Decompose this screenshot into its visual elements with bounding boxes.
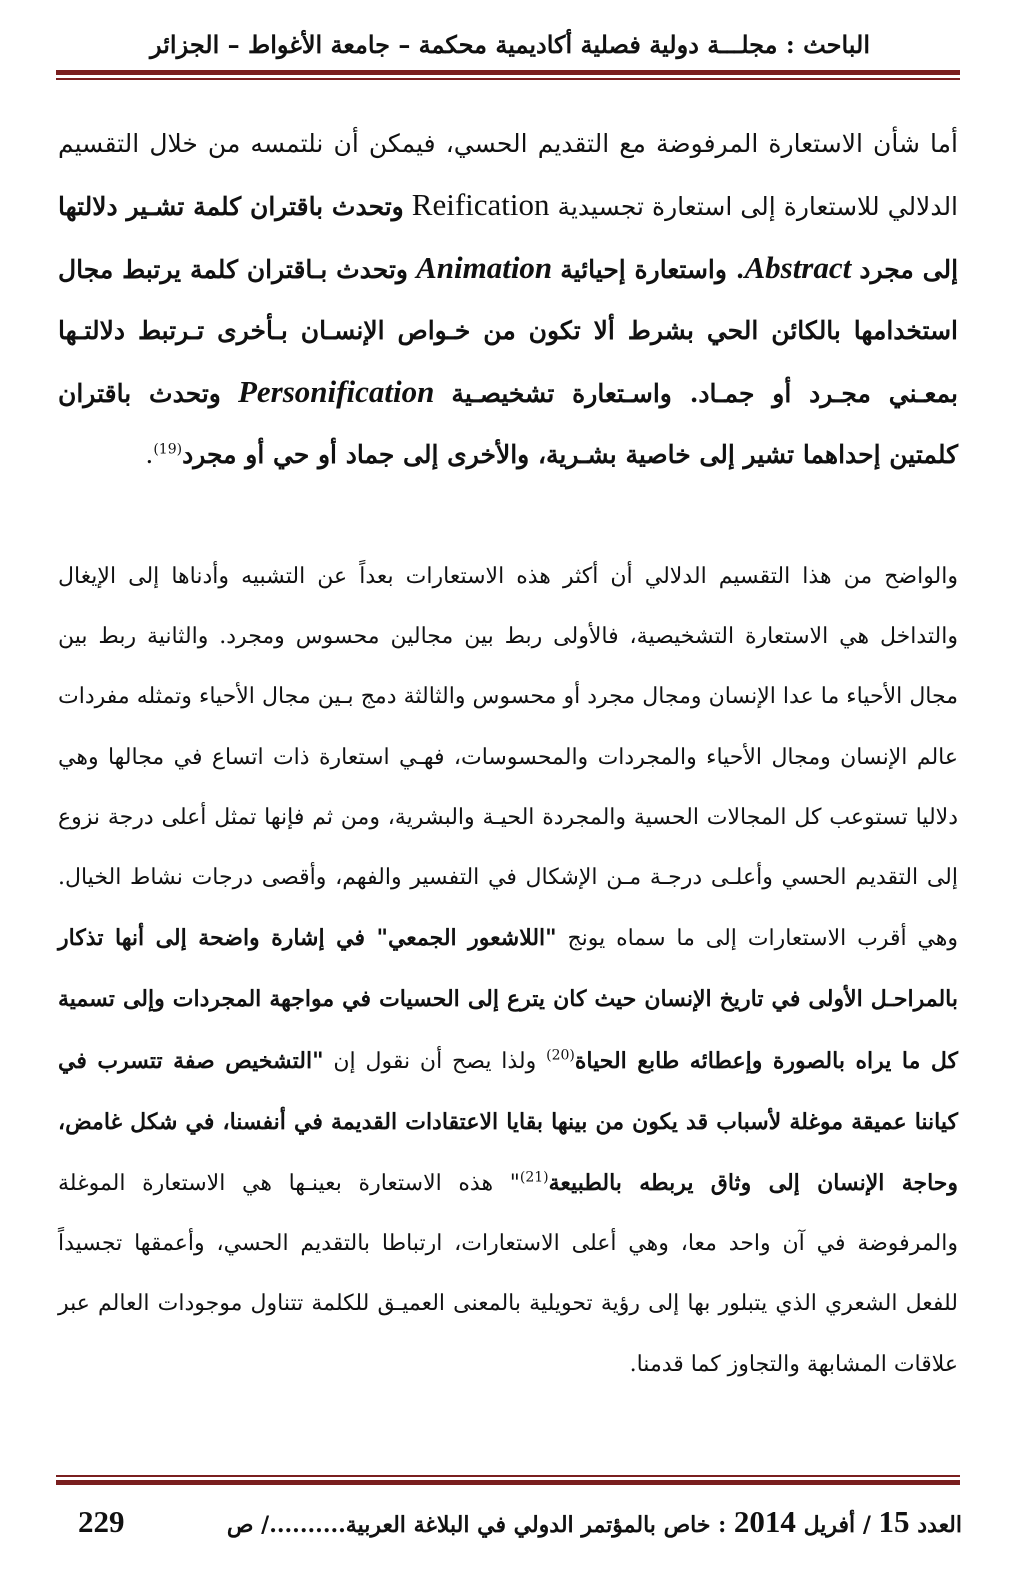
conference-note: : خاص بالمؤتمر الدولي في البلاغة العربية........../ ص: [226, 1512, 727, 1538]
issue-number: 15: [878, 1504, 910, 1539]
footer-divider-thick: [56, 1480, 960, 1485]
paragraph-personification: [58, 547, 958, 1395]
p1-text-2: وتحدث باقتران كلمة تشـير دلالتها إلى مجرد: [58, 192, 959, 284]
footnote-ref-19: (19): [153, 441, 183, 458]
p2-quote-personification: "التشخيص صفة تتسرب في كياننا عميقة موغلة لأسباب قد يكون من بينها بقايا الاعتقادات القديمة في أنفسنا، في شكل غامض، وحاجة الإنسان إلى وثاق يربطه بالطبيعة: [58, 1047, 959, 1197]
p2-quote-jung: "اللاشعور الجمعي" في إشارة واضحة إلى أنها تذكار بالمراحـل الأولى في تاريخ الإنسان حيث كان يترع إلى الحسيات في مواجهة المجردات وإلى تسمية كل ما يراه بالصورة وإعطائه طابع الحياة: [58, 925, 958, 1074]
footer-divider-thin: [56, 1475, 960, 1477]
footnote-ref-20: (20): [546, 1047, 575, 1064]
issue-year: 2014: [733, 1504, 796, 1539]
page-number: 229: [78, 1504, 125, 1539]
footer-slash: /: [862, 1512, 871, 1538]
p2-text-1: والواضح من هذا التقسيم الدلالي أن أكثر هذه الاستعارات بعداً عن التشبيه وأدناها إلى الإيغال والتداخل هي الاستعارة التشخيصية، فالأولى ربط بين مجالين محسوس ومجرد. والثانية ربط بين مجال الأحياء ما عدا الإنسان ومجال مجرد أو محسوس والثالثة دمج بـين مجال الأحياء وتمثله مفردات عالم الإنسان ومجال الأحياء والمجردات والمحسوسات، فهـي استعارة ذات اتساع في مجالها وهي دلاليا تستوعب كل المجالات الحسية والمجردة الحيـة والبشرية، ومن ثم فإنها تمثل أعلى درجة نزوع إلى التقديم الحسي وأعلـى درجـة مـن الإشكال في التفسير والفهم، وأقصى درجات نشاط الخيال. وهي أقرب الاستعارات إلى ما سماه يونج: [58, 564, 958, 952]
page-footer: [58, 1496, 962, 1551]
p1-text-4: وتحدث بـاقتران كلمة يرتبط مجال استخدامها بالكائن الحي بشرط ألا تكون من خـواص الإنسـان بـأخرى تـرتبط دلالتـها بمعـني مجـرد أو جمـاد. واسـتعارة تشخيصـية: [58, 255, 958, 408]
p1-end: .: [145, 440, 154, 469]
issue-label: العدد: [917, 1512, 962, 1538]
paragraph-metaphor-types: [58, 113, 958, 485]
p1-text-1: أما شأن الاستعارة المرفوضة مع التقديم الحسي، فيمكن أن نلتمسه من خلال التقسيم الدلالي للاستعارة إلى استعارة تجسيدية: [58, 129, 959, 221]
term-reification: Reification: [411, 187, 550, 222]
p1-text-3: . واستعارة إحيائية: [560, 255, 745, 284]
p2-text-2: ولذا يصح أن نقول إن: [333, 1048, 537, 1074]
term-personification: Personification: [237, 374, 435, 409]
term-abstract: Abstract: [744, 250, 852, 285]
header-divider-thin: [56, 78, 960, 80]
term-animation: Animation: [416, 250, 553, 285]
p1-text-5: وتحدث باقتران كلمتين إحداهما تشير إلى خاصية بشـرية، والأخرى إلى جماد أو حي أو مجرد: [58, 379, 958, 469]
p2-text-3: " هذه الاستعارة بعينـها هي الاستعارة الموغلة والمرفوضة في آن واحد معا، وهي أعلى الاستعارات، ارتباطا بالتقديم الحسي، وأعمقها تجسيداً للفعل الشعري الذي يتبلور بها إلى رؤية تحويلية بالمعنى العميـق للكلمة تتناول موجودات العالم عبر علاقات المشابهة والتجاوز كما قدمنا.: [58, 1171, 958, 1377]
journal-header: الباحث : مجلـــة دولية فصلية أكاديمية محكمة – جامعة الأغواط – الجزائر: [149, 30, 871, 59]
header-divider-thick: [56, 70, 960, 75]
issue-month: أفريل: [803, 1512, 856, 1538]
footnote-ref-21: (21): [519, 1169, 549, 1186]
